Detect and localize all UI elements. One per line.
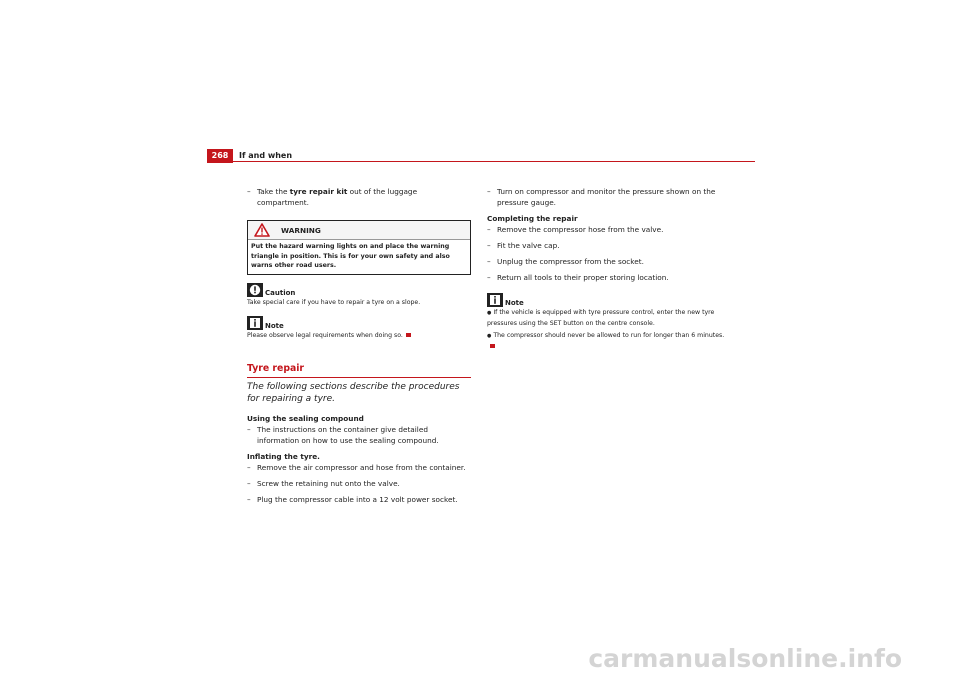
dash: – bbox=[487, 187, 491, 196]
chapter-title: If and when bbox=[239, 151, 293, 160]
section-rule bbox=[247, 377, 471, 378]
note-bullet: ● The compressor should never be allowed to run for longer than 6 minutes. bbox=[487, 331, 727, 351]
end-marker bbox=[406, 333, 411, 337]
section-intro: The following sections describe the procedures for repairing a tyre. bbox=[247, 381, 460, 404]
caution-icon bbox=[247, 283, 263, 297]
subheading-completing: Completing the repair bbox=[487, 214, 578, 223]
note-icon bbox=[247, 316, 263, 330]
dash: – bbox=[487, 241, 491, 250]
page-number: 268 bbox=[207, 149, 233, 163]
section-title: Tyre repair bbox=[247, 362, 305, 374]
step-monitor: – Turn on compressor and monitor the pressure shown on the pressure gauge. bbox=[487, 187, 716, 207]
dash: – bbox=[487, 273, 491, 282]
warning-body: Put the hazard warning lights on and place the warning triangle in position. This is for your own safety and also warns other road users. bbox=[251, 243, 450, 269]
warning-triangle-icon bbox=[254, 223, 270, 237]
caution-body: Take special care if you have to repair a tyre on a slope. bbox=[247, 298, 421, 306]
step-item: – Unplug the compressor from the socket. bbox=[487, 257, 644, 266]
step-item: – Return all tools to their proper storing location. bbox=[487, 273, 669, 282]
step-item: – Fit the valve cap. bbox=[487, 241, 560, 250]
subheading-sealing: Using the sealing compound bbox=[247, 413, 364, 423]
subheading-inflating: Inflating the tyre. bbox=[247, 451, 320, 461]
note-bullet: ● If the vehicle is equipped with tyre pressure control, enter the new tyre pressures using the SET button on the centre console. bbox=[487, 309, 715, 327]
dash: – bbox=[247, 424, 251, 434]
caution-heading bbox=[247, 283, 471, 298]
step-item: – The instructions on the container give detailed information on how to use the sealing compound. bbox=[247, 424, 439, 445]
warning-header bbox=[248, 221, 470, 240]
step-item: – Remove the compressor hose from the valve. bbox=[487, 225, 664, 234]
tyre-repair-kit-term: tyre repair kit bbox=[289, 187, 348, 196]
step-item: – Remove the air compressor and hose from the container. bbox=[247, 462, 466, 472]
dash: – bbox=[247, 187, 251, 196]
caution-title: Caution bbox=[265, 288, 296, 297]
note-heading bbox=[247, 316, 471, 331]
note-heading bbox=[487, 293, 727, 308]
step-item: – Screw the retaining nut onto the valve. bbox=[247, 478, 400, 488]
step-take-kit: – Take the tyre repair kit out of the luggage compartment. bbox=[247, 187, 418, 207]
dash: – bbox=[487, 225, 491, 234]
step-item: – Plug the compressor cable into a 12 volt power socket. bbox=[247, 494, 458, 504]
note-title: Note bbox=[265, 322, 284, 330]
watermark: carmanualsonline.info bbox=[588, 644, 902, 673]
dash: – bbox=[247, 462, 251, 472]
right-column bbox=[487, 186, 727, 351]
warning-box bbox=[247, 220, 471, 275]
header-rule bbox=[207, 161, 755, 162]
left-column bbox=[247, 186, 471, 505]
note-title: Note bbox=[505, 299, 524, 307]
dash: – bbox=[247, 494, 251, 504]
warning-title: WARNING bbox=[281, 226, 321, 235]
dash: – bbox=[247, 478, 251, 488]
dash: – bbox=[487, 257, 491, 266]
note-body: Please observe legal requirements when doing so. bbox=[247, 331, 471, 341]
end-marker bbox=[490, 344, 495, 348]
bullet-glyph: ● bbox=[487, 333, 492, 339]
bullet-glyph: ● bbox=[487, 310, 492, 316]
note-icon bbox=[487, 293, 503, 307]
